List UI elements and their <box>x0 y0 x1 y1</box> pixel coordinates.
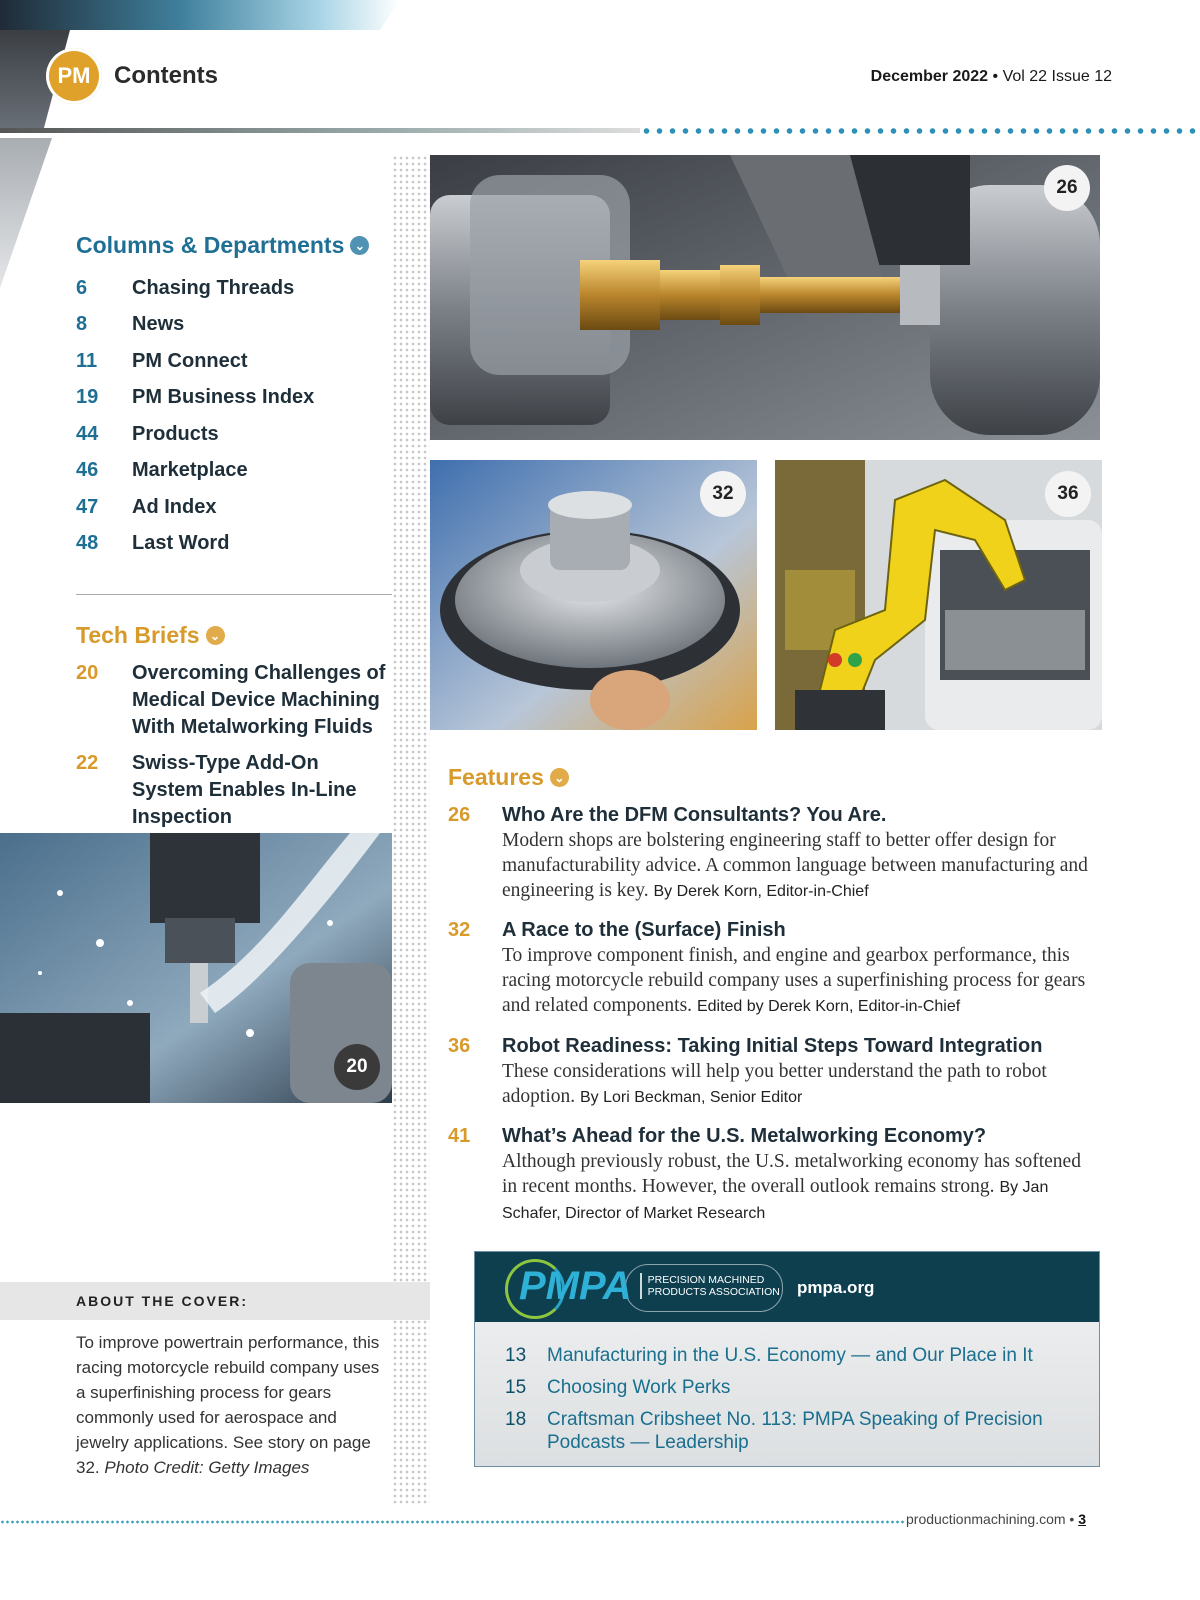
lathe-illustration <box>430 155 1100 440</box>
pmpa-article-list <box>505 1344 1085 1463</box>
page-number: 15 <box>505 1377 527 1398</box>
robot-photo[interactable] <box>775 460 1102 730</box>
feature-title: A Race to the (Surface) Finish <box>502 919 786 941</box>
feature-description: These considerations will help you better understand the path to robot adoption. <box>502 1061 1047 1107</box>
brief-title: Overcoming Challenges of Medical Device Machining With Metalworking Fluids <box>132 662 386 738</box>
pmpa-url-link[interactable]: pmpa.org <box>797 1278 875 1297</box>
page-number: 36 <box>448 1035 471 1057</box>
issue-info <box>871 68 1112 86</box>
lathe-photo[interactable] <box>430 155 1100 440</box>
pmpa-assoc-line: PRECISION MACHINED <box>647 1274 765 1286</box>
pmpa-article-title: Craftsman Cribsheet No. 113: PMPA Speaking of Precision Podcasts — Leadership <box>547 1409 1043 1453</box>
issue-volume: Vol 22 Issue 12 <box>1002 68 1112 85</box>
page-number: 47 <box>76 495 99 518</box>
feature-title: Who Are the DFM Consultants? You Are. <box>502 804 887 826</box>
cover-description: To improve powertrain performance, this racing motorcycle rebuild company uses a superfinishing process for gears commonly used for aerospace and jewelry applications. See story on page 32. <box>76 1333 380 1477</box>
department-label: Chasing Threads <box>132 276 295 299</box>
list-item[interactable] <box>505 1408 1085 1454</box>
list-item[interactable] <box>76 416 386 453</box>
list-item[interactable] <box>76 343 386 380</box>
department-label: PM Business Index <box>132 386 315 409</box>
pmpa-assoc-line: PRODUCTS ASSOCIATION <box>647 1286 780 1298</box>
header-wedge <box>0 138 52 288</box>
department-label: News <box>132 313 185 336</box>
page-number: 32 <box>448 919 471 941</box>
page-title: Contents <box>114 62 218 89</box>
header-rule-dots <box>640 127 1200 135</box>
pmpa-association-name <box>648 1274 780 1298</box>
pmpa-header <box>475 1252 1099 1322</box>
features-heading <box>448 764 569 791</box>
page-badge: 26 <box>1044 165 1090 211</box>
brief-title: Swiss-Type Add-On System Enables In-Line Inspection <box>132 752 357 828</box>
page-badge: 32 <box>700 471 746 517</box>
department-label: Marketplace <box>132 459 248 482</box>
feature-description: Modern shops are bolstering engineering staff to better offer design for manufacturability advice. A common language between manufacturing and engineering is key. <box>502 830 1088 901</box>
cover-illustration <box>0 833 392 1103</box>
page-number: 41 <box>448 1125 471 1147</box>
list-item[interactable] <box>505 1344 1085 1367</box>
pmpa-logo <box>505 1262 780 1310</box>
list-item[interactable] <box>76 750 392 831</box>
page-number: 8 <box>76 313 88 336</box>
department-label: Last Word <box>132 532 230 555</box>
page-number: 46 <box>76 459 99 482</box>
page-number: 48 <box>76 532 99 555</box>
footer-separator: • <box>1069 1511 1075 1527</box>
columns-departments-heading <box>76 232 369 259</box>
features-title: Features <box>448 764 544 790</box>
list-item[interactable] <box>76 380 386 417</box>
feature-description: To improve component finish, and engine and gearbox performance, this racing motorcycle rebuild company uses a superfinishing process for gears and related components. <box>502 945 1086 1016</box>
pmpa-article-title: Manufacturing in the U.S. Economy — and Our Place in It <box>547 1345 1033 1366</box>
footer-rule <box>0 1520 904 1524</box>
department-label: Ad Index <box>132 495 217 518</box>
list-item[interactable] <box>76 526 386 563</box>
department-label: Products <box>132 422 219 445</box>
feature-title: Robot Readiness: Taking Initial Steps Toward Integration <box>502 1035 1043 1057</box>
cover-photo[interactable] <box>0 833 392 1103</box>
list-item[interactable] <box>76 660 392 741</box>
header-rule-bar <box>0 128 640 133</box>
page-number: 18 <box>505 1409 527 1430</box>
footer-site-link[interactable]: productionmachining.com <box>906 1511 1066 1527</box>
feature-title: What’s Ahead for the U.S. Metalworking Economy? <box>502 1125 987 1147</box>
header-gradient <box>0 0 400 30</box>
tech-briefs-heading <box>76 622 225 649</box>
list-item[interactable] <box>505 1376 1085 1399</box>
about-cover-text <box>76 1330 386 1480</box>
about-cover-label: ABOUT THE COVER: <box>76 1293 248 1309</box>
page-number: 13 <box>505 1345 527 1366</box>
columns-departments-title: Columns & Departments <box>76 232 345 258</box>
feature-item[interactable] <box>448 802 1092 904</box>
list-item[interactable] <box>76 489 386 526</box>
feature-item[interactable] <box>448 1033 1092 1110</box>
page-number: 11 <box>76 349 98 372</box>
page-number: 20 <box>76 662 99 684</box>
page-badge: 20 <box>334 1044 380 1090</box>
page-badge: 36 <box>1045 471 1091 517</box>
feature-item[interactable] <box>448 1123 1092 1226</box>
pmpa-wordmark: PMPA <box>519 1263 632 1308</box>
pm-logo: PM <box>46 48 102 104</box>
feature-byline: By Jan Schafer, Director of Market Research <box>502 1179 1049 1222</box>
feature-byline: By Derek Korn, Editor-in-Chief <box>653 883 869 900</box>
pmpa-article-title: Choosing Work Perks <box>547 1377 731 1398</box>
feature-byline: Edited by Derek Korn, Editor-in-Chief <box>696 998 961 1015</box>
gear-photo[interactable] <box>430 460 757 730</box>
chevron-down-icon: ⌄ <box>550 768 569 787</box>
feature-description: Although previously robust, the U.S. metalworking economy has softened in recent months. However, the overall outlook remains strong. <box>502 1151 1081 1197</box>
page-number: 44 <box>76 422 99 445</box>
chevron-down-icon: ⌄ <box>350 236 369 255</box>
pmpa-logo-divider <box>640 1273 642 1299</box>
department-label: PM Connect <box>132 349 248 372</box>
page-number: 22 <box>76 752 99 774</box>
photo-credit: Photo Credit: Getty Images <box>104 1458 310 1477</box>
chevron-down-icon: ⌄ <box>206 626 225 645</box>
page-number: 26 <box>448 804 471 826</box>
feature-item[interactable] <box>448 917 1092 1019</box>
page-number: 19 <box>76 386 99 409</box>
list-item[interactable] <box>76 453 386 490</box>
tech-briefs-title: Tech Briefs <box>76 622 200 648</box>
issue-separator: • <box>992 68 999 85</box>
pmpa-box <box>474 1251 1100 1467</box>
footer <box>906 1511 1086 1527</box>
issue-date: December 2022 <box>870 68 989 85</box>
section-divider <box>76 594 392 595</box>
list-item[interactable] <box>76 307 386 344</box>
page-number-footer: 3 <box>1078 1511 1087 1527</box>
feature-byline: By Lori Beckman, Senior Editor <box>580 1089 803 1106</box>
header-rule <box>0 127 1200 135</box>
departments-list <box>76 270 386 562</box>
list-item[interactable] <box>76 270 386 307</box>
page-number: 6 <box>76 276 88 299</box>
